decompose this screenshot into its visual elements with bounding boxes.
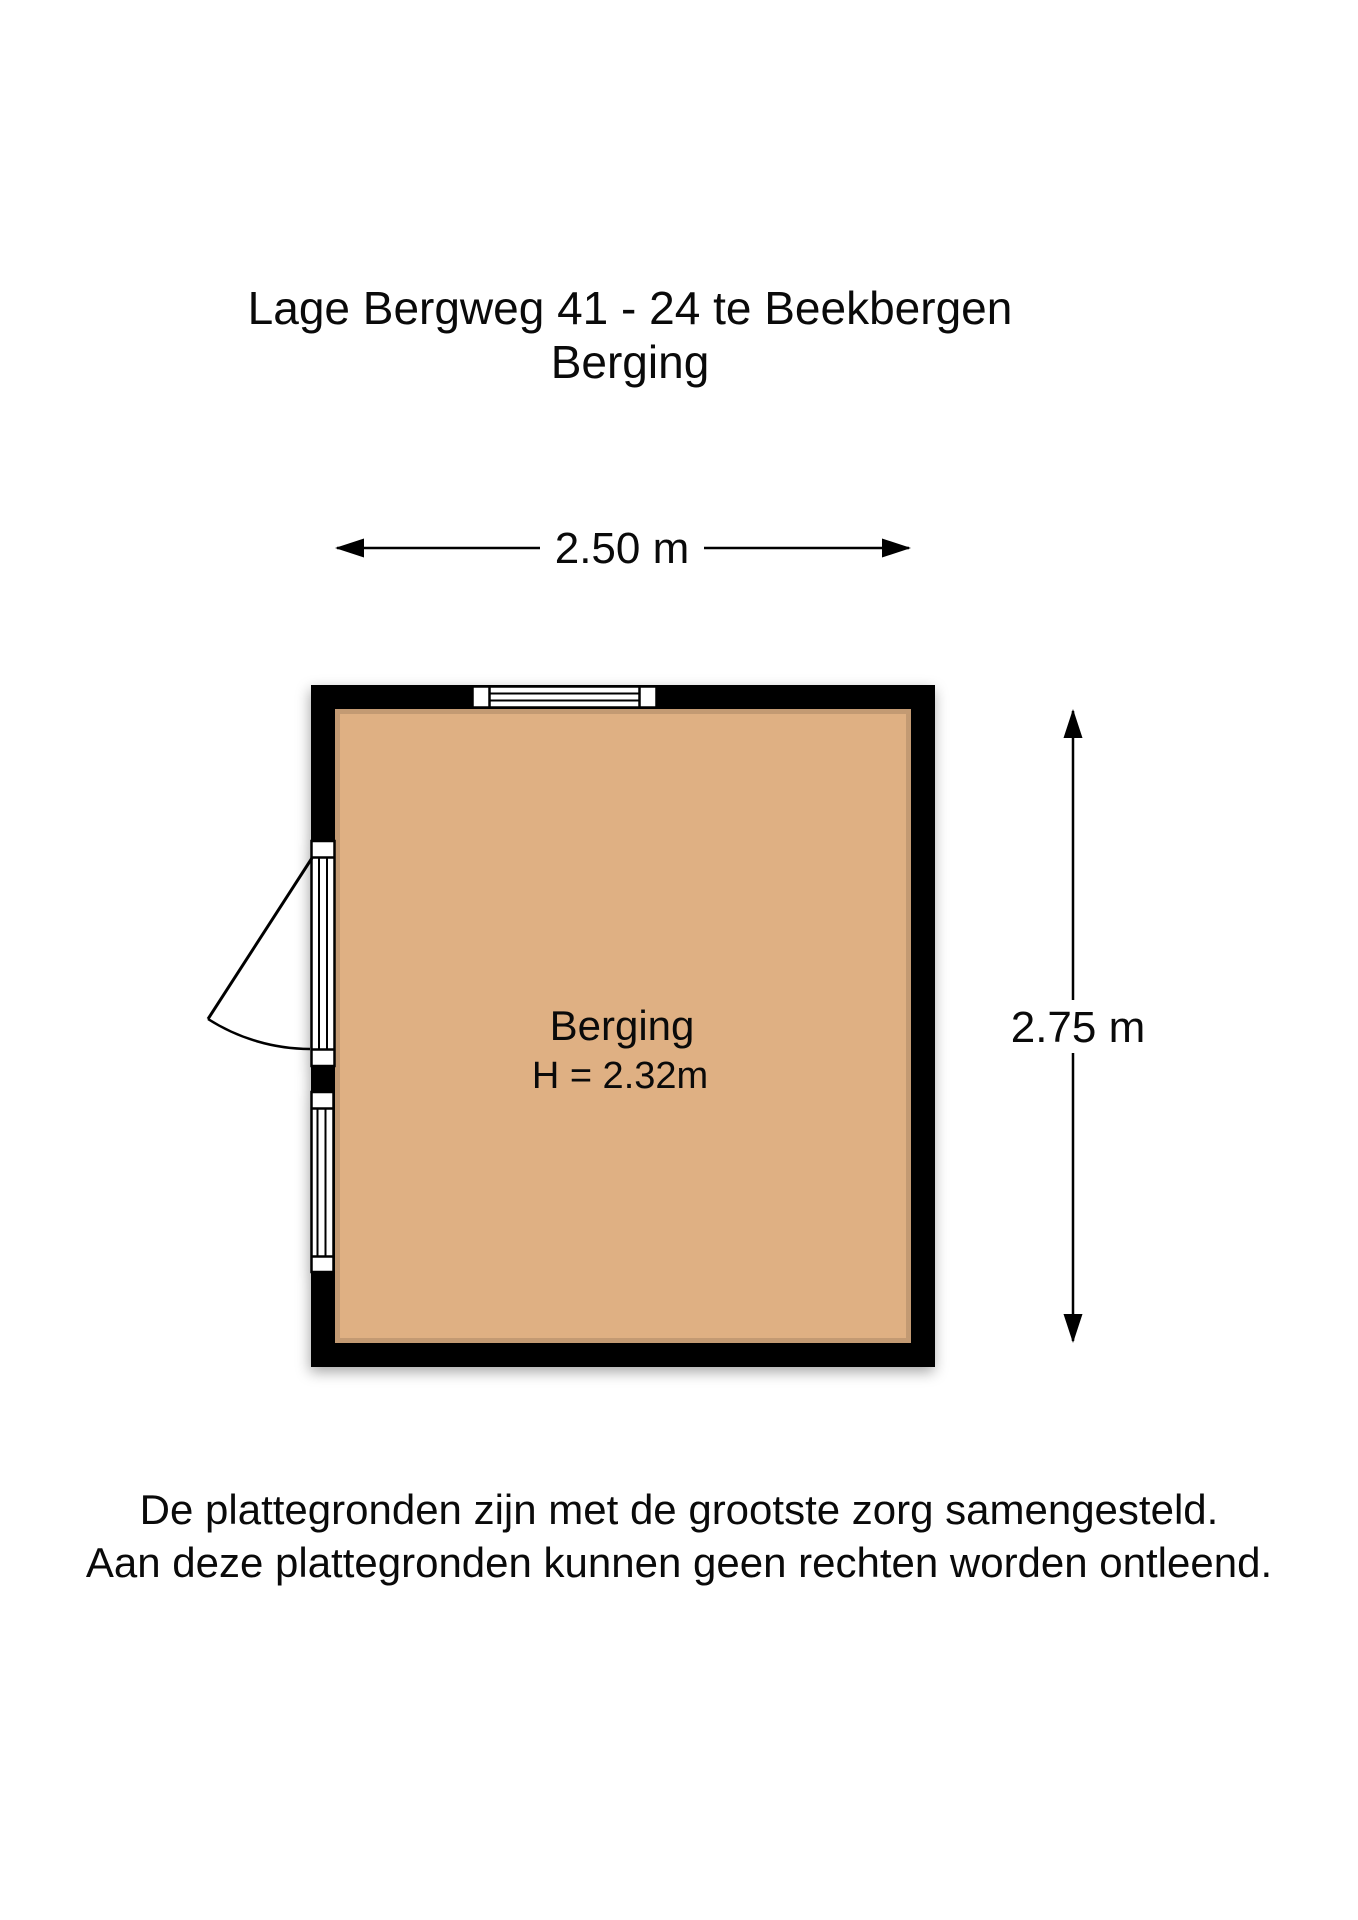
room-name-label: Berging (549, 1002, 695, 1049)
dimension-height (1011, 709, 1146, 1343)
plan-title-address: Lage Bergweg 41 - 24 te Beekbergen (247, 282, 1013, 334)
door-frame-symbol (312, 841, 335, 1066)
door-swing (208, 858, 312, 1049)
width-dimension-label: 2.50 m (554, 524, 690, 573)
window-frame (312, 1092, 334, 1272)
window-frame (473, 687, 657, 708)
arrowhead-left-icon (335, 539, 364, 558)
door-frame (312, 841, 335, 1066)
arrowhead-up-icon (1064, 709, 1083, 738)
window-symbol-top (473, 687, 657, 708)
height-dimension-label: 2.75 m (1010, 1003, 1146, 1052)
arrowhead-right-icon (882, 539, 911, 558)
door-leaf-line (208, 858, 312, 1019)
disclaimer-block (0, 1483, 1358, 1589)
disclaimer-line-2: Aan deze plattegronden kunnen geen rechten worden ontleend. (85, 1539, 1273, 1586)
dimension-width (335, 524, 911, 573)
window-symbol-left (312, 1092, 334, 1272)
disclaimer-line-1: De plattegronden zijn met de grootste zorg samengesteld. (139, 1486, 1219, 1533)
plan-title-room: Berging (550, 336, 710, 388)
arrowhead-down-icon (1064, 1314, 1083, 1343)
door-swing-arc (208, 1019, 310, 1049)
room-ceiling-height-label: H = 2.32m (531, 1055, 709, 1097)
